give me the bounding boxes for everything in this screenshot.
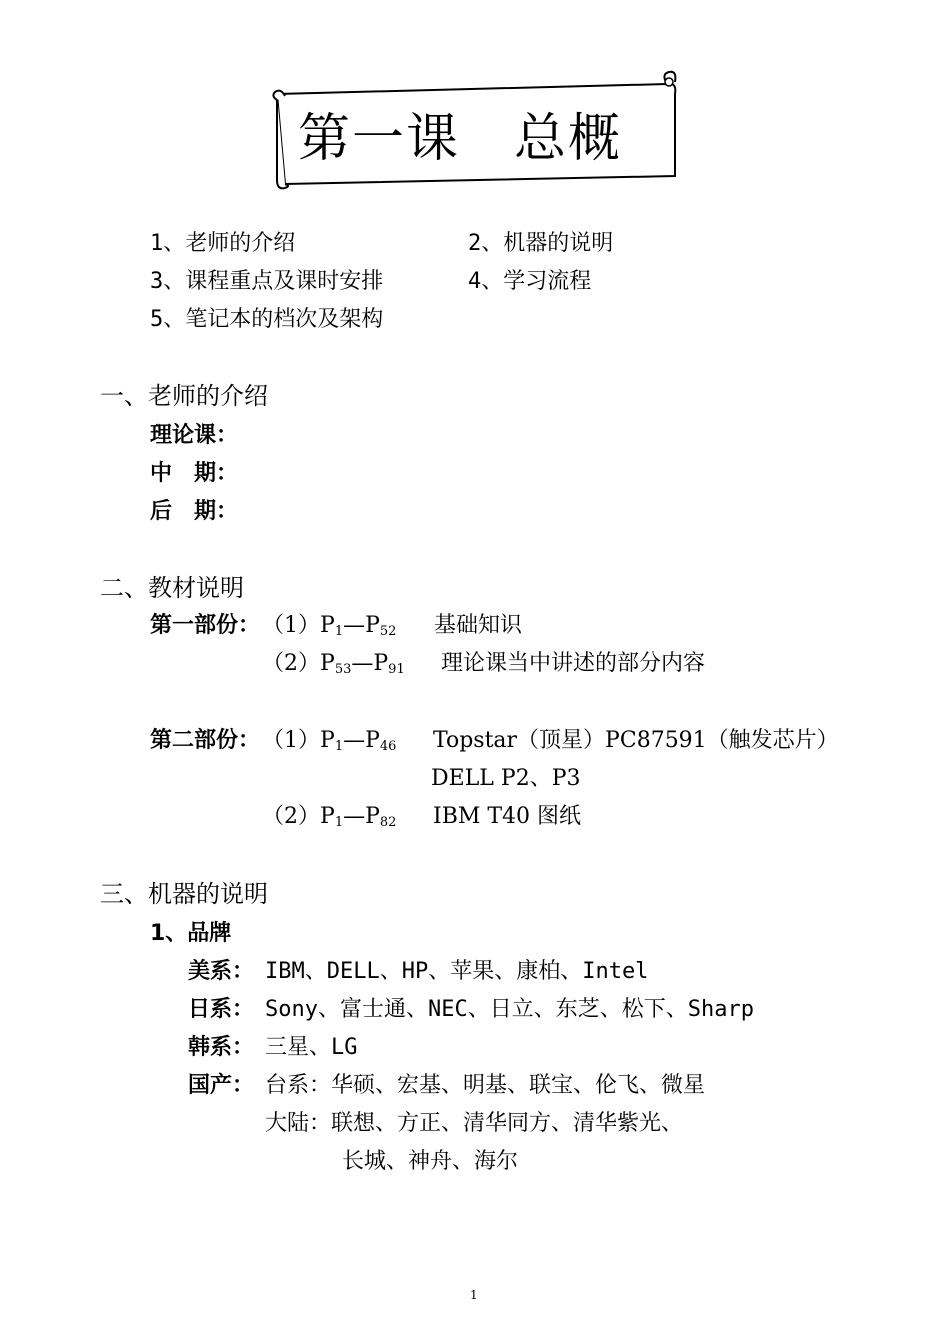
part1-label: 第一部份： xyxy=(150,613,261,638)
us-value: IBM、DELL、HP、苹果、康柏、Intel xyxy=(265,959,649,984)
kr-label: 韩系： xyxy=(188,1035,255,1060)
toc-item-2: 2、机器的说明 xyxy=(468,231,614,256)
mainland-value: 大陆：联想、方正、清华同方、清华紫光、 xyxy=(265,1111,684,1136)
part1-line1-desc: 基础知识 xyxy=(434,613,523,638)
part2-line2: $(2)P_1—P_{82}$ xyxy=(262,804,397,830)
toc-item-3: 3、课程重点及课时安排 xyxy=(150,269,384,294)
s1-item-midterm: 中 期： xyxy=(150,461,239,486)
section-1-heading: 一、老师的介绍 xyxy=(100,382,268,410)
part1-line2-desc: 理论课当中讲述的部分内容 xyxy=(441,651,706,676)
us-label: 美系： xyxy=(188,959,255,984)
part2-line2-desc: IBM T40 图纸 xyxy=(433,804,582,829)
page-number: 1 xyxy=(470,1288,478,1302)
part2-line1: $(1)P_1—P_{46}$ xyxy=(262,728,397,754)
mainland-value-2: 长城、神舟、海尔 xyxy=(342,1149,519,1174)
toc-item-5: 5、笔记本的档次及架构 xyxy=(150,307,384,332)
s3-sub-brand: 1、品牌 xyxy=(150,921,232,946)
part2-label: 第二部份： xyxy=(150,728,261,753)
s1-item-theory: 理论课： xyxy=(150,423,239,448)
part1-line1: $(1)P_1—P_{52}$ xyxy=(262,613,397,639)
jp-label: 日系： xyxy=(188,997,255,1022)
kr-value: 三星、LG xyxy=(265,1035,358,1060)
s1-item-late: 后 期： xyxy=(150,499,239,524)
jp-value: Sony、富士通、NEC、日立、东芝、松下、Sharp xyxy=(265,997,754,1022)
toc-item-1: 1、老师的介绍 xyxy=(150,231,296,256)
part1-line2: $(2)P_{53}—P_{91}$ xyxy=(262,651,405,677)
page-title: 第一课 总概 xyxy=(298,109,623,169)
part2-line1-desc2: DELL P2、P3 xyxy=(431,766,581,791)
cn-label: 国产： xyxy=(188,1073,255,1098)
tw-value: 台系：华硕、宏基、明基、联宝、伦飞、微星 xyxy=(265,1073,706,1098)
part2-line1-desc: Topstar（顶星）PC87591（触发芯片） xyxy=(433,728,839,753)
section-2-heading: 二、教材说明 xyxy=(100,574,244,602)
toc-item-4: 4、学习流程 xyxy=(468,269,592,294)
section-3-heading: 三、机器的说明 xyxy=(100,880,268,908)
